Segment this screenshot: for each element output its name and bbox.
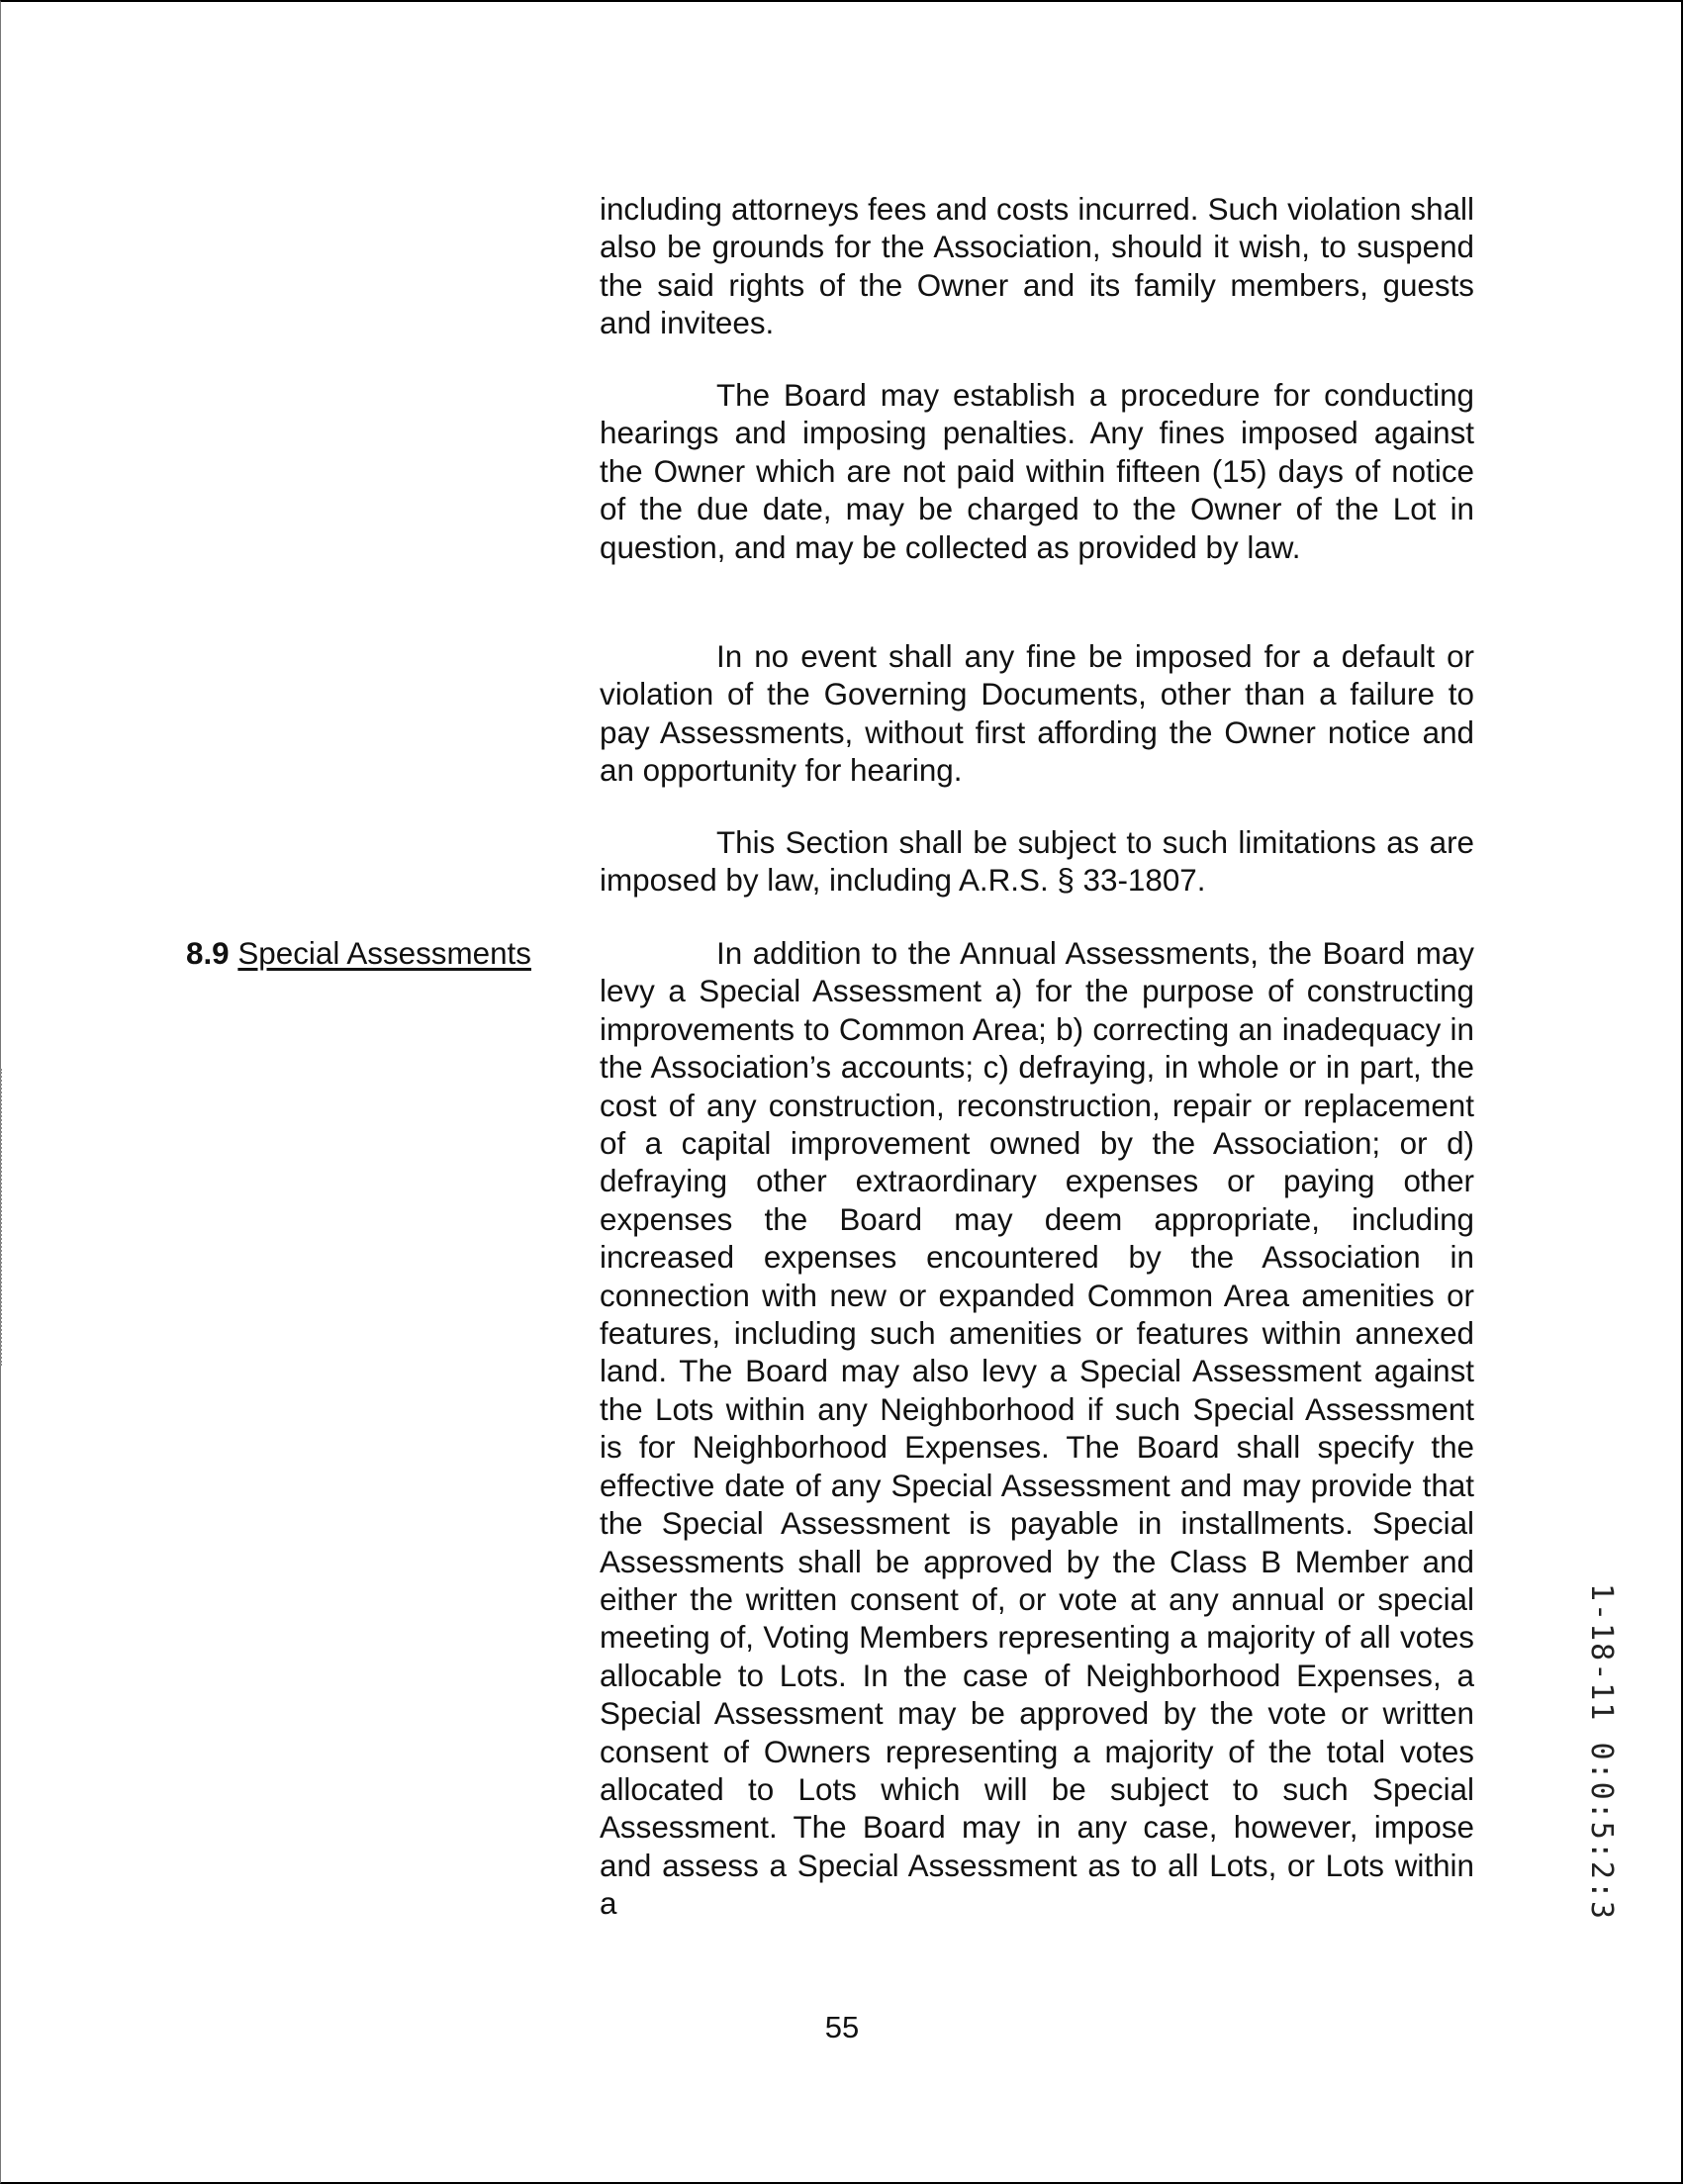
recording-stamp: 1-18-11 0:0:5:2:3 <box>1584 1583 1619 1922</box>
page-number: 55 <box>824 2010 860 2044</box>
section-heading <box>186 935 531 973</box>
paragraph-special-assessments: In addition to the Annual Assessments, the Board may levy a Special Assessment a) for the purpose of constructing improvements to Common Area; b) correcting an inadequacy in the Association’s accounts; c) defraying, in whole or in part, the cost of any construction, reconstruction, repair or replacement of a capital improvement owned by the Association; or d) defraying other extraordinary expenses or paying other expenses the Board may deem appropriate, including increased expenses encountered by the Association in connection with new or expanded Common Area amenities or features, including such amenities or features within annexed land. The Board may also levy a Special Assessment against the Lots within any Neighborhood if such Special Assessment is for Neighborhood Expenses. The Board shall specify the effective date of any Special Assessment and may provide that the Special Assessment is payable in installments. Special Assessments shall be approved by the Class B Member and either the written consent of, or vote at any annual or special meeting of, Voting Members representing a majority of all votes allocable to Lots. In the case of Neighborhood Expenses, a Special Assessment may be approved by the vote or written consent of Owners representing a majority of the total votes allocated to Lots which will be subject to such Special Assessment. The Board may in any case, however, impose and assess a Special Assessment as to all Lots, or Lots within a <box>600 936 1474 1922</box>
section-title: Special Assessments <box>237 936 531 971</box>
scan-edge-marks <box>0 1069 5 1366</box>
paragraph-attorneys-fees: including attorneys fees and costs incurred. Such violation shall also be grounds for the Association, should it wish, to suspend the said rights of the Owner and its family members, guests and invitees. <box>600 192 1474 341</box>
paragraph-limitations: This Section shall be subject to such limitations as are imposed by law, including A.R.S. § 33-1807. <box>600 825 1474 899</box>
paragraph-fine-notice: In no event shall any fine be imposed for a default or violation of the Governing Documents, other than a failure to pay Assessments, without first affording the Owner notice and an opportunity for hearing. <box>600 639 1474 789</box>
section-number: 8.9 <box>186 936 230 971</box>
paragraph-hearing-procedure: The Board may establish a procedure for conducting hearings and imposing penalties. Any fines imposed against the Owner which are not paid within fifteen (15) days of notice of the due date, may be charged to the Owner of the Lot in question, and may be collected as provided by law. <box>600 378 1474 565</box>
